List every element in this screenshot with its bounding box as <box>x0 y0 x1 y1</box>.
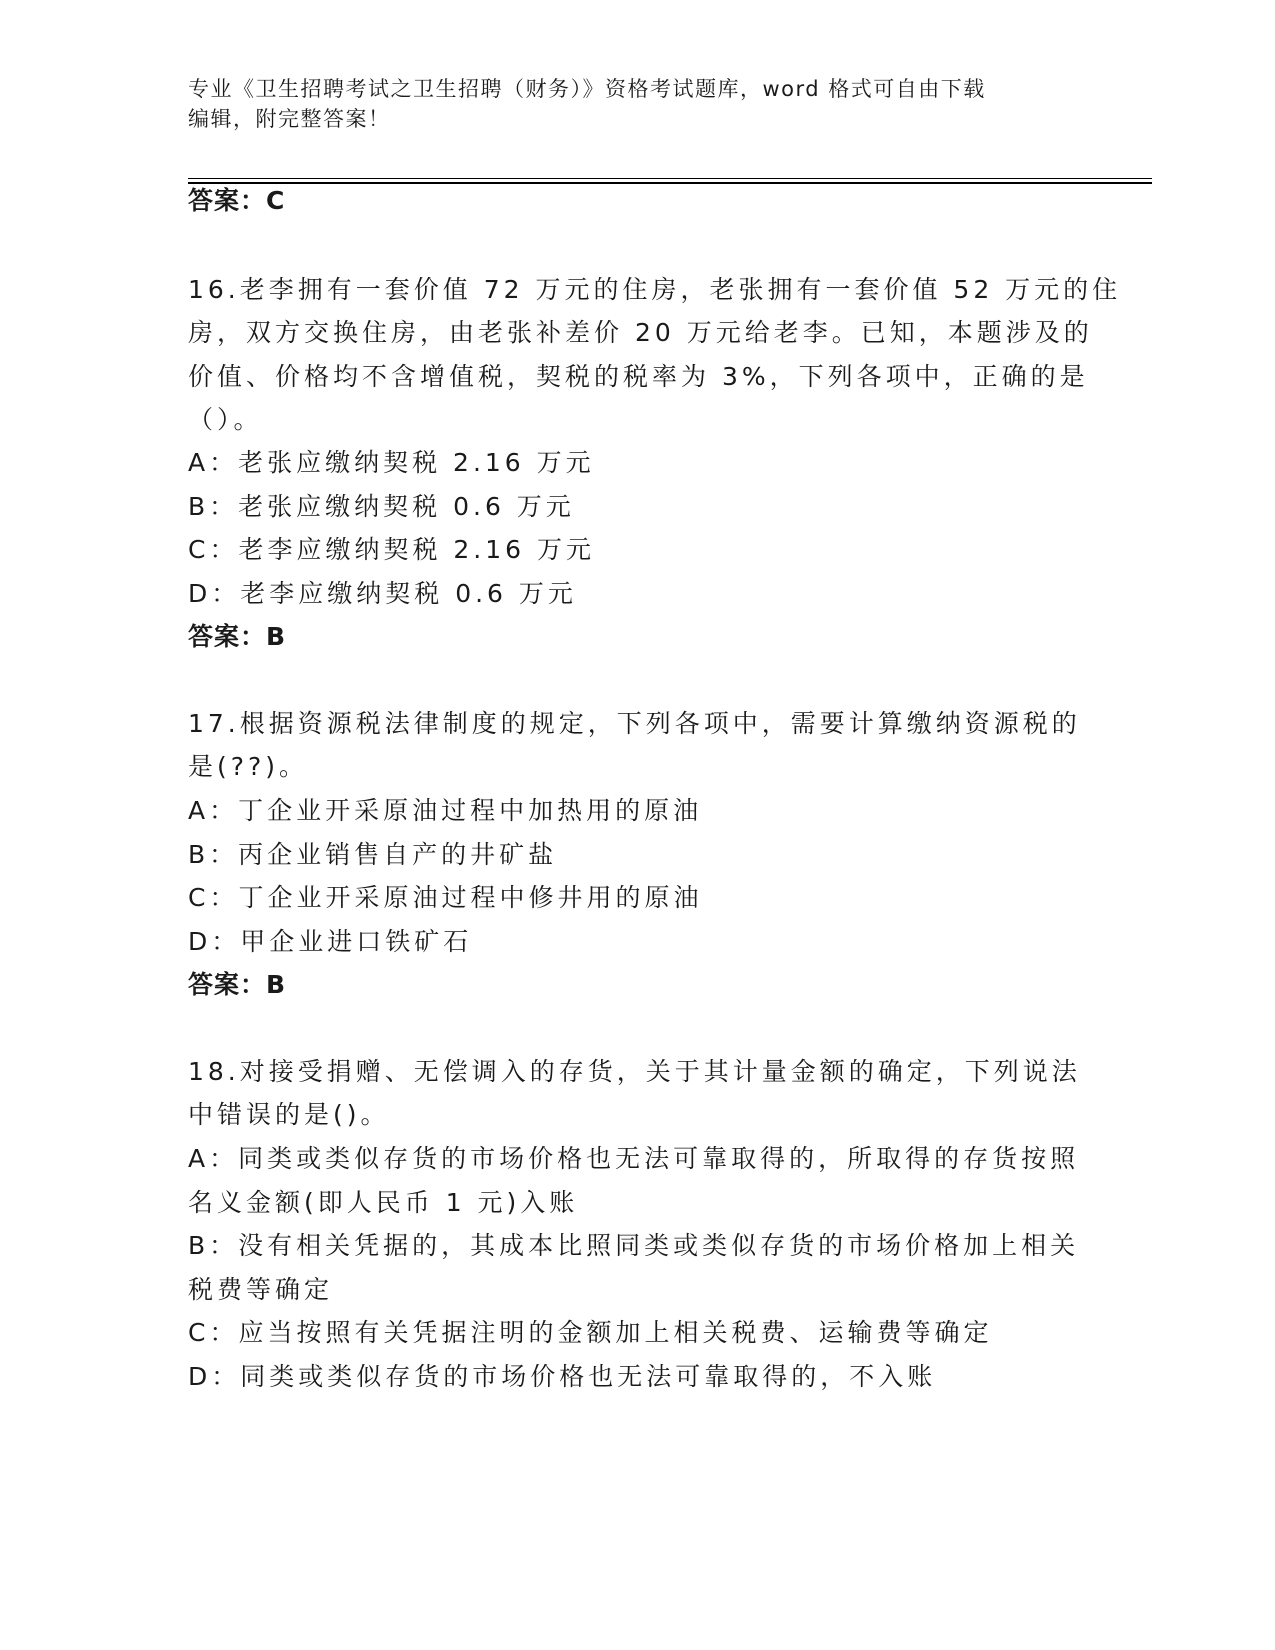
question-16-text: （）。 <box>188 405 263 434</box>
question-16-text: 16.老李拥有一套价值 72 万元的住房，老张拥有一套价值 52 万元的住 <box>188 275 1122 304</box>
question-17-option-d: D：甲企业进口铁矿石 <box>188 927 473 956</box>
header-rule-thick <box>188 182 1152 184</box>
question-17-answer: 答案：B <box>188 970 287 999</box>
question-18-text: 中错误的是()。 <box>188 1100 390 1129</box>
document-header <box>188 74 1088 134</box>
question-18-option-b-cont: 税费等确定 <box>188 1275 334 1304</box>
question-18-option-c: C：应当按照有关凭据注明的金额加上相关税费、运输费等确定 <box>188 1318 993 1347</box>
question-18-option-a: A：同类或类似存货的市场价格也无法可靠取得的，所取得的存货按照 <box>188 1144 1080 1173</box>
question-18-text: 18.对接受捐赠、无偿调入的存货，关于其计量金额的确定，下列说法 <box>188 1057 1081 1086</box>
header-line-2: 编辑，附完整答案！ <box>188 107 391 131</box>
question-18-option-a-cont: 名义金额(即人民币 1 元)入账 <box>188 1188 579 1217</box>
question-17-option-c: C：丁企业开采原油过程中修井用的原油 <box>188 883 703 912</box>
question-17-option-a: A：丁企业开采原油过程中加热用的原油 <box>188 796 703 825</box>
answer-label: 答案：C <box>188 186 286 215</box>
question-16-option-a: A：老张应缴纳契税 2.16 万元 <box>188 448 595 477</box>
question-17-text: 17.根据资源税法律制度的规定，下列各项中，需要计算缴纳资源税的 <box>188 709 1081 738</box>
question-18-option-d: D：同类或类似存货的市场价格也无法可靠取得的，不入账 <box>188 1362 937 1391</box>
question-16-option-b: B：老张应缴纳契税 0.6 万元 <box>188 492 575 521</box>
question-18-option-b: B：没有相关凭据的，其成本比照同类或类似存货的市场价格加上相关 <box>188 1231 1080 1260</box>
header-rule-thin <box>188 178 1152 179</box>
question-17-option-b: B：丙企业销售自产的井矿盐 <box>188 840 558 869</box>
question-17-text: 是(??)。 <box>188 752 309 781</box>
question-16-text: 房，双方交换住房，由老张补差价 20 万元给老李。已知，本题涉及的 <box>188 318 1093 347</box>
question-16-option-d: D：老李应缴纳契税 0.6 万元 <box>188 579 577 608</box>
header-line-1: 专业《卫生招聘考试之卫生招聘（财务）》资格考试题库，word 格式可自由下载 <box>188 77 986 101</box>
question-16-answer: 答案：B <box>188 622 287 651</box>
question-16-text: 价值、价格均不含增值税，契税的税率为 3%，下列各项中，正确的是 <box>188 362 1089 391</box>
question-16-option-c: C：老李应缴纳契税 2.16 万元 <box>188 535 596 564</box>
